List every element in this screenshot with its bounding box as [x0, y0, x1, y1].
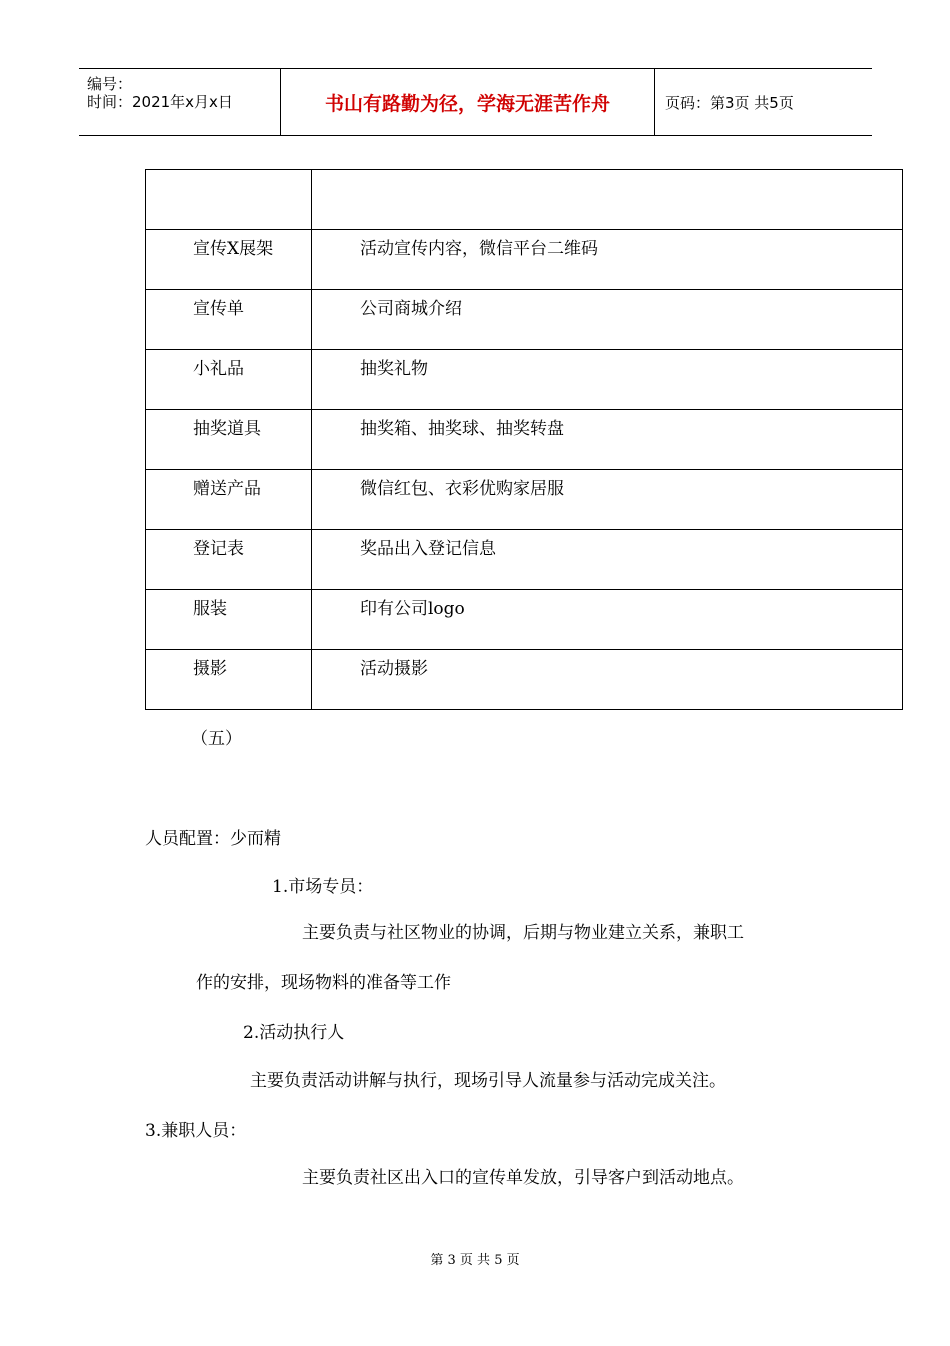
description-cell: 微信红包、衣彩优购家居服 [312, 470, 903, 530]
item-cell [146, 170, 312, 230]
description-cell: 奖品出入登记信息 [312, 530, 903, 590]
item-cell: 抽奖道具 [146, 410, 312, 470]
description-cell [312, 170, 903, 230]
document-time: 时间：2021年x月x日 [87, 93, 233, 111]
item-cell: 服装 [146, 590, 312, 650]
header-meta [79, 69, 281, 135]
role1-desc-line1: 主要负责与社区物业的协调，后期与物业建立关系，兼职工 [302, 923, 744, 943]
table-row [146, 230, 903, 290]
description-cell: 抽奖箱、抽奖球、抽奖转盘 [312, 410, 903, 470]
item-cell: 小礼品 [146, 350, 312, 410]
role2-desc: 主要负责活动讲解与执行，现场引导人流量参与活动完成关注。 [250, 1071, 726, 1091]
role2-title: 2.活动执行人 [243, 1023, 345, 1043]
table-row [146, 530, 903, 590]
item-cell: 宣传X展架 [146, 230, 312, 290]
table-row [146, 650, 903, 710]
staffing-title: 人员配置：少而精 [145, 829, 281, 849]
table-row [146, 170, 903, 230]
table-row [146, 470, 903, 530]
section-marker: （五） [191, 729, 242, 749]
description-cell: 活动宣传内容，微信平台二维码 [312, 230, 903, 290]
header-page-info: 页码：第3页 共5页 [665, 93, 794, 112]
table-row [146, 410, 903, 470]
description-cell: 活动摄影 [312, 650, 903, 710]
document-number: 编号： [87, 75, 133, 93]
page-footer: 第 3 页 共 5 页 [430, 1253, 520, 1268]
table-row [146, 290, 903, 350]
header-motto: 书山有路勤为径，学海无涯苦作舟 [281, 69, 655, 135]
item-cell: 赠送产品 [146, 470, 312, 530]
materials-table [145, 169, 903, 710]
table-row [146, 350, 903, 410]
role1-desc-line2: 作的安排，现场物料的准备等工作 [196, 973, 451, 993]
role1-title: 1.市场专员： [272, 877, 374, 897]
item-cell: 摄影 [146, 650, 312, 710]
description-cell: 印有公司logo [312, 590, 903, 650]
description-cell: 抽奖礼物 [312, 350, 903, 410]
item-cell: 宣传单 [146, 290, 312, 350]
description-cell: 公司商城介绍 [312, 290, 903, 350]
item-cell: 登记表 [146, 530, 312, 590]
role3-desc: 主要负责社区出入口的宣传单发放，引导客户到活动地点。 [302, 1168, 744, 1188]
table-row [146, 590, 903, 650]
role3-title: 3.兼职人员： [145, 1121, 247, 1141]
page-header [79, 68, 872, 136]
